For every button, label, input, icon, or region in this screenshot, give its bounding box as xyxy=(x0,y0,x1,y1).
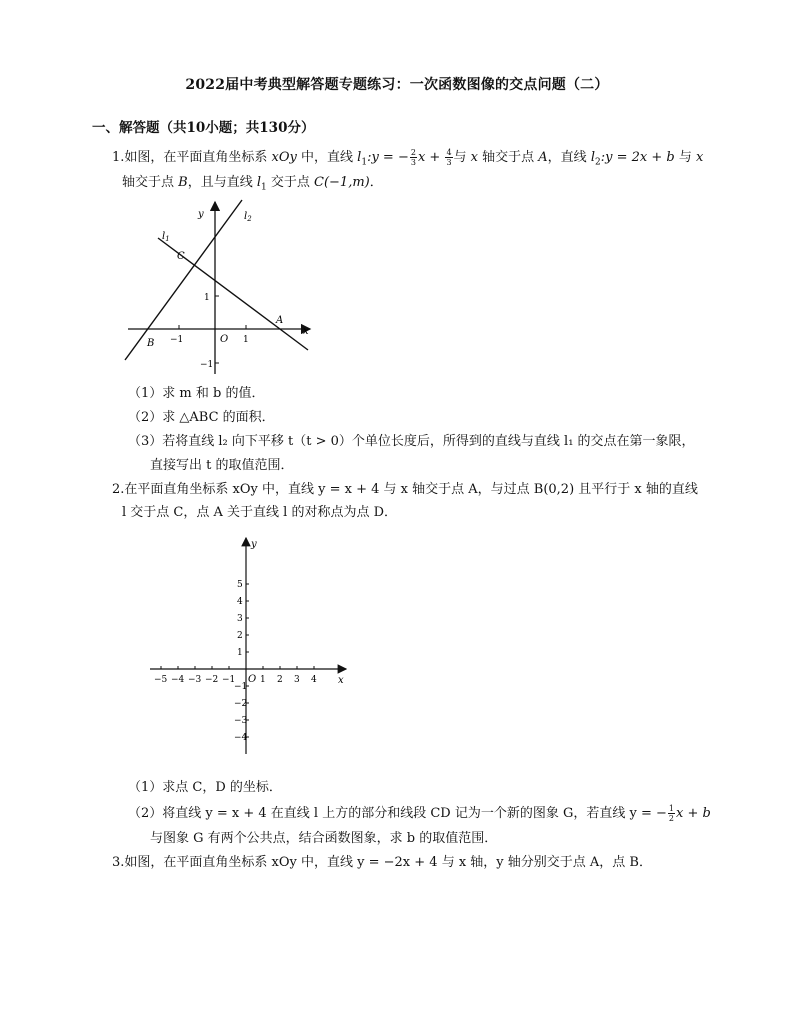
q1-point-a-label: A xyxy=(276,315,284,326)
q1-line-1: 1.如图，在平面直角坐标系 xOy 中，直线 $l_1:y$ = − $\frac{2}{3}$ x + $\frac{4}{3}$ 与 x 轴交于点 A，直线 $l_2:y = 2x + b$ 与 x xyxy=(112,148,704,168)
q1-point-c-label: C xyxy=(177,251,185,262)
q1-sub-3-cont: 直接写出 t 的取值范围． xyxy=(150,458,294,473)
q2-tick-label-y: 3 xyxy=(237,614,243,624)
q2-tick-label-y: −1 xyxy=(234,682,248,692)
q1-point-b-label: B xyxy=(147,338,155,349)
q1-l1-label: $l_1$ xyxy=(162,231,170,243)
q2-tick-label-y: −3 xyxy=(234,716,248,726)
q2-tick-label-y: −2 xyxy=(234,699,248,709)
q2-line-1: 2.在平面直角坐标系 xOy 中，直线 y = x + 4 与 x 轴交于点 A，与过点 B(0,2) 且平行于 x 轴的直线 xyxy=(112,482,698,497)
q2-tick-label-y: 1 xyxy=(237,648,243,658)
q1-origin-label: O xyxy=(220,334,229,345)
q1-tick-label-y-neg1: −1 xyxy=(200,360,214,370)
q1-sub-3: （3）若将直线 l₂ 向下平移 t（t > 0）个单位长度后，所得到的直线与直线 l₁ 的交点在第一象限， xyxy=(128,434,695,449)
q2-tick-label-x: 4 xyxy=(311,675,317,685)
fraction-one-half: $\frac{1}{2}$ xyxy=(668,804,674,823)
q2-tick-label-y: −4 xyxy=(234,733,248,743)
q2-tick-label-y: 5 xyxy=(237,580,243,590)
q2-tick-label-x: −4 xyxy=(171,675,185,685)
q1-l2-label: $l_2$ xyxy=(244,211,252,223)
q1-tick-label-y-1: 1 xyxy=(204,293,210,303)
q2-figure xyxy=(140,532,350,756)
q2-tick-label-x: −1 xyxy=(222,675,236,685)
q2-x-label: x xyxy=(338,675,344,686)
q3-number: 3. xyxy=(112,855,125,870)
q2-tick-label-x: −5 xyxy=(154,675,168,685)
fraction-two-thirds: $\frac{2}{3}$ xyxy=(410,148,416,167)
q1-sub-2: （2）求 △ABC 的面积． xyxy=(128,410,275,425)
q1-y-label: y xyxy=(198,209,204,220)
q3-line-1: 3.如图，在平面直角坐标系 xOy 中，直线 y = −2x + 4 与 x 轴，y 轴分别交于点 A，点 B． xyxy=(112,855,652,870)
q2-number: 2. xyxy=(112,482,125,497)
fraction-four-thirds: $\frac{4}{3}$ xyxy=(446,148,452,167)
q1-line-2: 轴交于点 B，且与直线 $l_1$ 交于点 C(−1,m)． xyxy=(122,175,383,193)
q2-origin-label: O xyxy=(248,674,257,685)
q2-sub-1: （1）求点 C，D 的坐标． xyxy=(128,780,282,795)
q2-tick-label-x: −2 xyxy=(205,675,219,685)
q1-tick-label-x-neg1: −1 xyxy=(170,335,184,345)
section-heading: 一、解答题（共10小题；共130分） xyxy=(92,120,315,136)
q1-figure xyxy=(120,192,320,378)
q2-sub-2-cont: 与图象 G 有两个公共点，结合函数图象，求 b 的取值范围． xyxy=(150,831,498,846)
q2-tick-label-y: 4 xyxy=(237,597,243,607)
q2-line-2: l 交于点 C，点 A 关于直线 l 的对称点为点 D． xyxy=(122,505,397,520)
q2-tick-label-x: 2 xyxy=(277,675,283,685)
q2-tick-label-x: 3 xyxy=(294,675,300,685)
q2-tick-group xyxy=(154,580,317,743)
q2-y-label: y xyxy=(251,539,257,550)
q2-tick-label-x: 1 xyxy=(260,675,266,685)
q2-sub-2: （2）将直线 y = x + 4 在直线 l 上方的部分和线段 CD 记为一个新的图象 G，若直线 y = − $\frac{1}{2}$ x + b xyxy=(128,804,711,823)
q1-x-label: x xyxy=(303,326,309,337)
q1-number: 1. xyxy=(112,150,125,165)
page-title: 2022届中考典型解答题专题练习：一次函数图像的交点问题（二） xyxy=(185,77,609,93)
q2-tick-label-x: −3 xyxy=(188,675,202,685)
q2-tick-label-y: 2 xyxy=(237,631,243,641)
q1-sub-1: （1）求 m 和 b 的值． xyxy=(128,386,265,401)
q1-tick-label-x-1: 1 xyxy=(243,335,249,345)
